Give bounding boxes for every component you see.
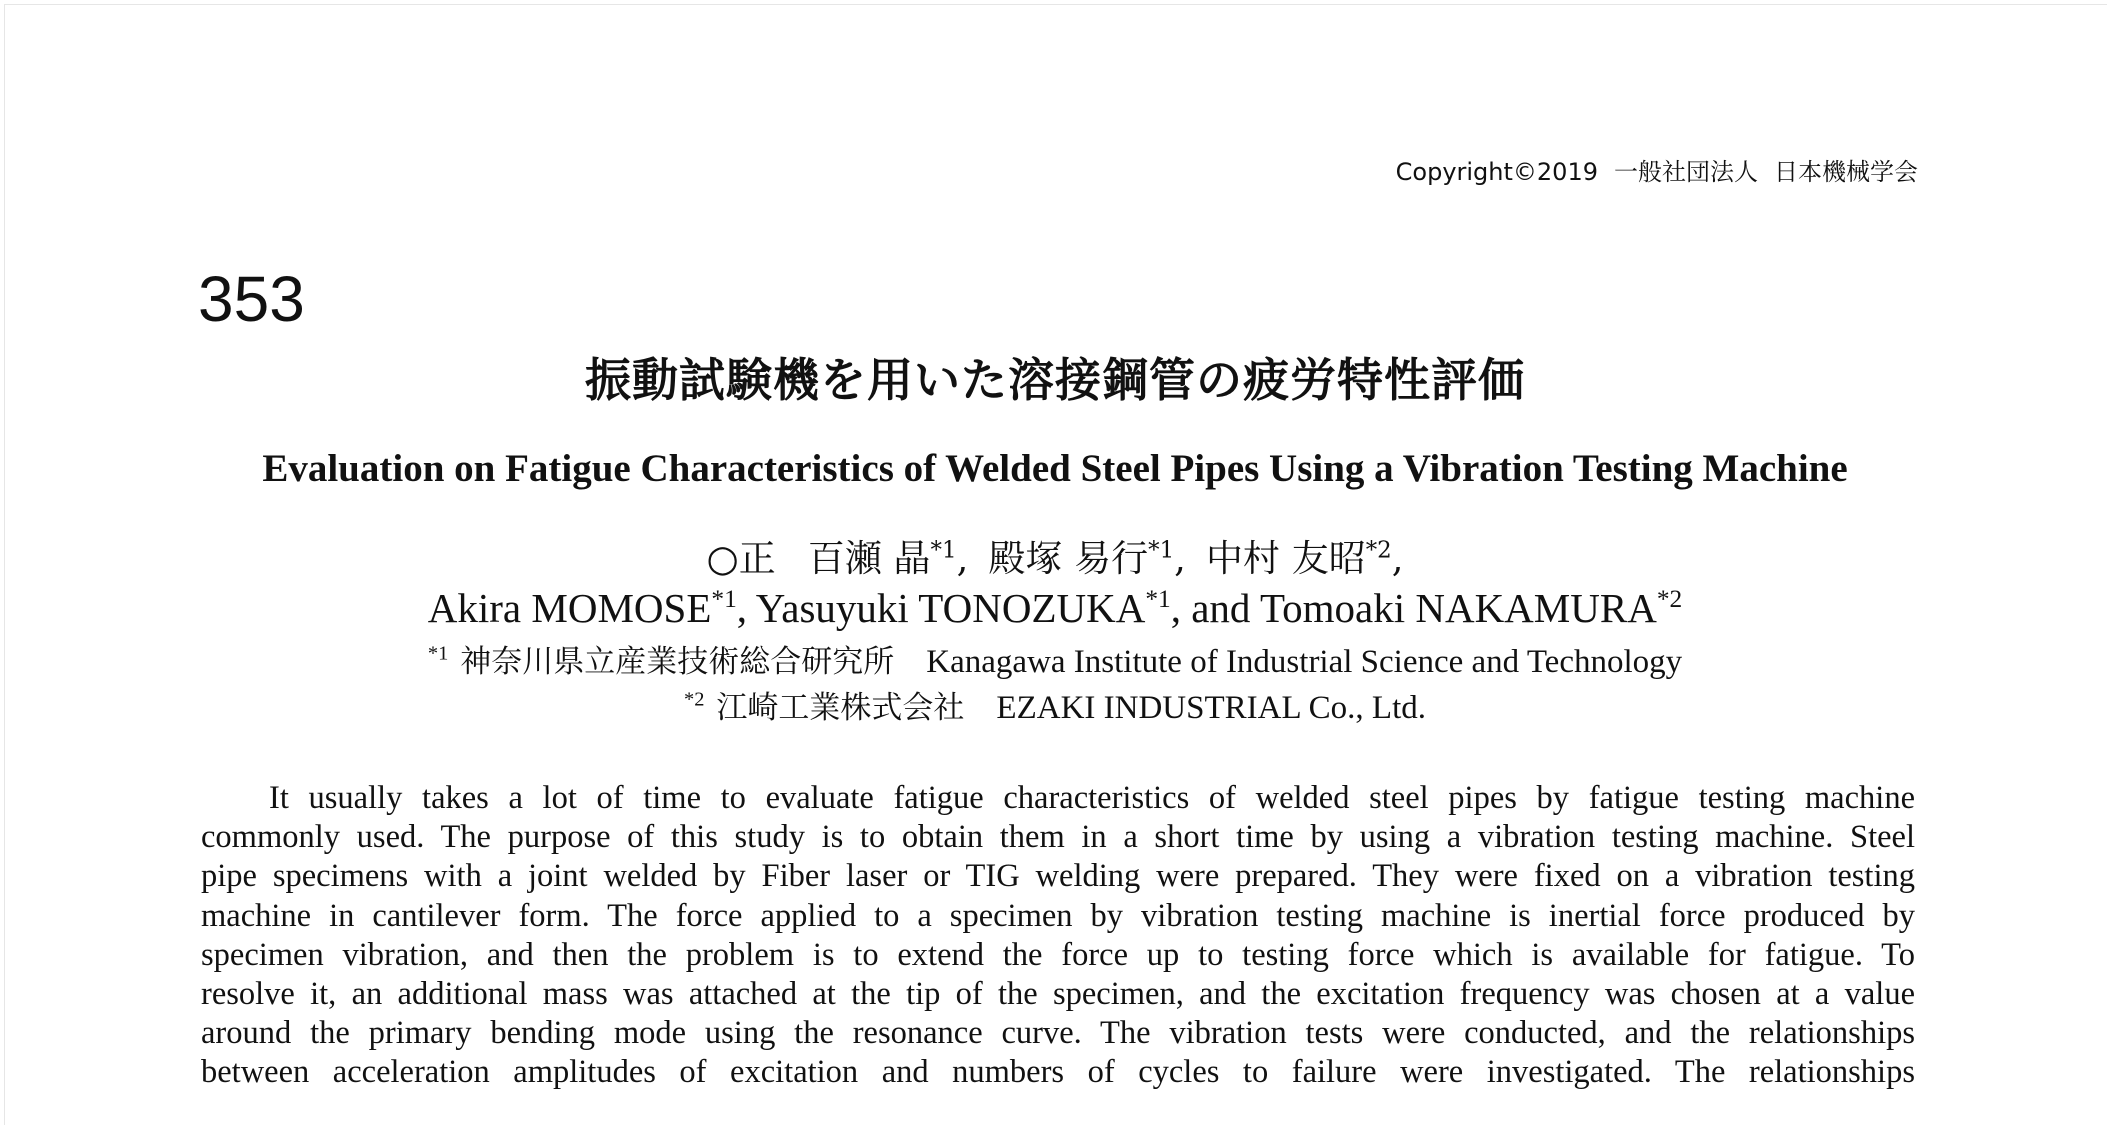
abstract: [201, 779, 1915, 1093]
abstract-line: between acceleration amplitudes of excitation and numbers of cycles to failure were investigated. The relationships: [201, 1054, 1915, 1091]
presenter-mark: ○正: [706, 537, 776, 580]
affiliation-name-en: Kanagawa Institute of Industrial Science and Technology: [926, 644, 1683, 680]
paper-number: 353: [198, 263, 305, 335]
abstract-line: resolve it, an additional mass was attached at the tip of the specimen, and the excitation frequency was chosen at a value: [201, 976, 1915, 1013]
affiliation-mark: *1: [1148, 537, 1175, 564]
org-type: 一般社団法人: [1614, 158, 1758, 186]
authors-english: Akira MOMOSE$^{*1}$, Yasuyuki TONOZUKA$^{*1}$, and Tomoaki NAKAMURA$^{*2}$: [427, 584, 1683, 631]
authors-japanese: ○正 百瀬 晶$^{*1}$, 殿塚 易行$^{*1}$, 中村 友昭$^{*2}$,: [706, 537, 1404, 580]
author-name-jp: 百瀬 晶: [807, 537, 931, 580]
abstract-line: machine in cantilever form. The force applied to a specimen by vibration testing machine is inertial force produced by: [201, 897, 1915, 934]
abstract-line: around the primary bending mode using the resonance curve. The vibration tests were conducted, and the relationships: [201, 1015, 1915, 1052]
abstract-line: commonly used. The purpose of this study is to obtain them in a short time by using a vibration testing machine. Steel: [201, 819, 1915, 856]
author-name-jp: 殿塚 易行: [988, 537, 1149, 580]
affiliation-mark: *2: [1365, 537, 1392, 564]
affiliation-name-en: EZAKI INDUSTRIAL Co., Ltd.: [996, 690, 1426, 726]
abstract-line: pipe specimens with a joint welded by Fiber laser or TIG welding were prepared. They were fixed on a vibration testing: [201, 858, 1915, 895]
author-name-en: Tomoaki NAKAMURA: [1259, 585, 1657, 631]
title-english: Evaluation on Fatigue Characteristics of Welded Steel Pipes Using a Vibration Testing Machine: [262, 447, 1848, 490]
author-conjunction: and: [1191, 585, 1251, 631]
affiliation-mark: *1: [711, 584, 737, 613]
affiliation-name-jp: 江崎工業株式会社: [716, 690, 965, 726]
affiliation-mark: *1: [1145, 584, 1171, 613]
title-japanese: 振動試験機を用いた溶接鋼管の疲労特性評価: [585, 353, 1525, 407]
affiliation-mark: *2: [683, 688, 705, 711]
abstract-line: It usually takes a lot of time to evaluate fatigue characteristics of welded steel pipes by fatigue testing machine: [269, 780, 1915, 816]
copyright-notice: [1396, 152, 1918, 187]
copyright-text: Copyright©2019: [1395, 158, 1598, 186]
abstract-line: specimen vibration, and then the problem is to extend the force up to testing force which is available for fatigue. To: [201, 936, 1915, 973]
affiliation-2: [0, 682, 2110, 727]
affiliation-mark: *1: [930, 537, 957, 564]
author-name-jp: 中村 友昭: [1205, 537, 1366, 580]
affiliation-1: [0, 636, 2110, 681]
author-name-en: Yasuyuki TONOZUKA: [755, 585, 1146, 631]
author-name-en: Akira MOMOSE: [427, 585, 712, 631]
org-name: 日本機械学会: [1774, 158, 1918, 186]
affiliation-name-jp: 神奈川県立産業技術総合研究所: [460, 644, 895, 680]
affiliation-mark: *1: [427, 642, 449, 665]
affiliation-mark: *2: [1656, 584, 1683, 613]
